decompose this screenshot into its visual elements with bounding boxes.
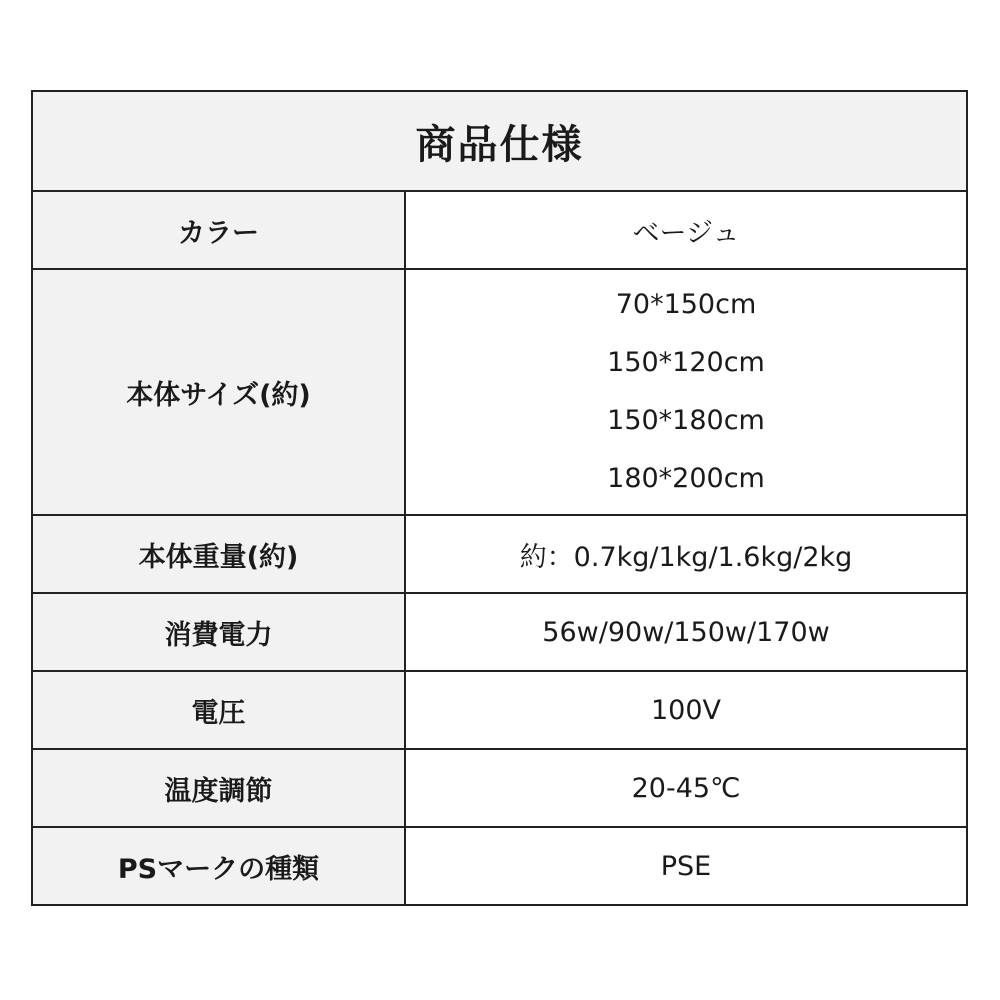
- title-row: [32, 91, 967, 191]
- row-label: 電圧: [32, 671, 405, 749]
- size-option: 70*150cm: [615, 289, 757, 320]
- table-row-color: [32, 191, 967, 269]
- row-label: 温度調節: [32, 749, 405, 827]
- row-value: PSE: [405, 827, 967, 905]
- table-title: 商品仕様: [32, 91, 967, 191]
- row-label: 消費電力: [32, 593, 405, 671]
- spec-table: [31, 90, 968, 906]
- row-value: 20-45℃: [405, 749, 967, 827]
- size-option: 180*200cm: [607, 463, 765, 494]
- row-value-list: [405, 269, 967, 515]
- row-label: カラー: [32, 191, 405, 269]
- table-row-weight: [32, 515, 967, 593]
- table-row-power: [32, 593, 967, 671]
- row-value: 56w/90w/150w/170w: [405, 593, 967, 671]
- row-label: 本体サイズ(約): [32, 269, 405, 515]
- table-row-ps-mark: [32, 827, 967, 905]
- size-option: 150*180cm: [607, 405, 765, 436]
- table-row-size: [32, 269, 967, 515]
- table-row-voltage: [32, 671, 967, 749]
- row-label: 本体重量(約): [32, 515, 405, 593]
- row-value: 100V: [405, 671, 967, 749]
- size-option: 150*120cm: [607, 347, 765, 378]
- row-value: 約：0.7kg/1kg/1.6kg/2kg: [405, 515, 967, 593]
- row-label: PSマークの種類: [32, 827, 405, 905]
- table-row-temperature: [32, 749, 967, 827]
- row-value: ベージュ: [405, 191, 967, 269]
